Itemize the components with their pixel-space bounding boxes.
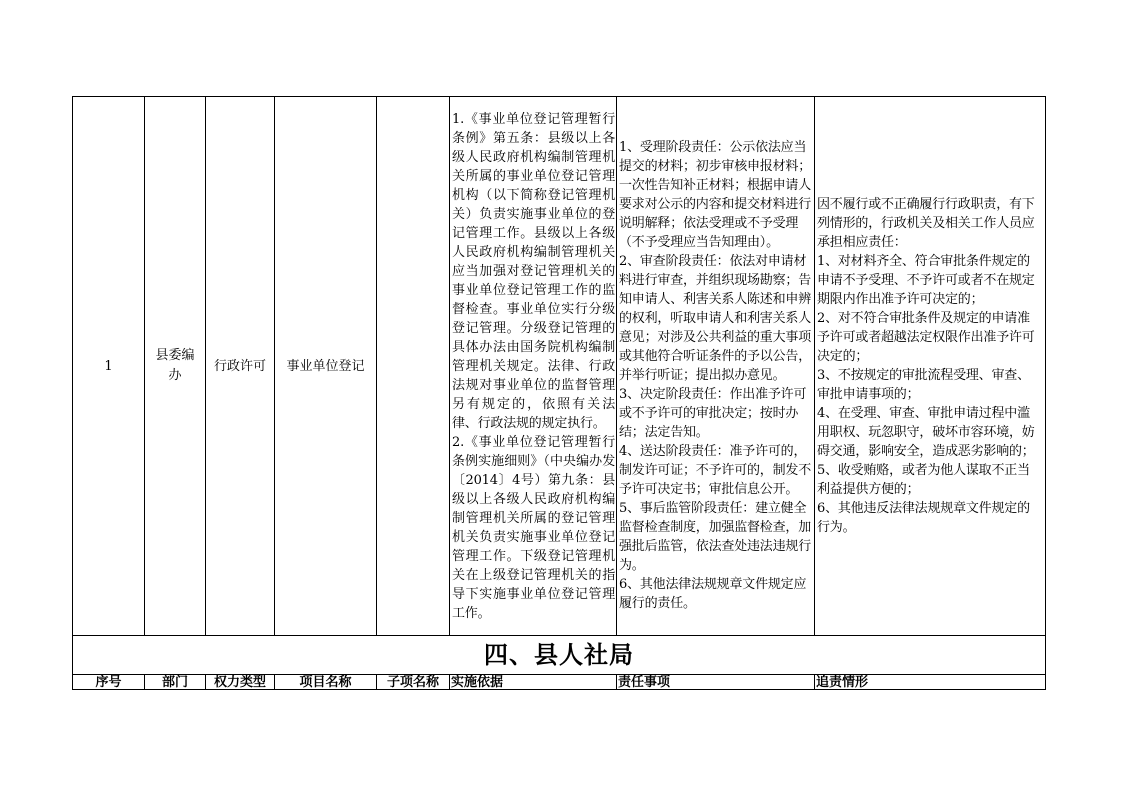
seq-cell: 1 [73, 97, 145, 636]
basis-cell [450, 97, 617, 636]
liability-text: 因不履行或不正确履行行政职责，有下列情形的，行政机关及相关工作人员应承担相应责任： 1、对材料齐全、符合审批条件规定的申请不予受理、不予许可或者不在规定期限内作出准予许可决定的； 2、对不符合审批条件及规定的申请准予许可或者超越法定权限作出准予许可决定的； 3、不按规定的审批流程受理、审查、审批申请事项的； 4、在受理、审查、审批申请过程中滥用职权、玩忽职守，破坏市容环境，妨碍交通，影响安全，造成恶劣影响的； 5、收受贿赂，或者为他人谋取不正当利益提供方便的； 6、其他违反法律法规规章文件规定的行为。 [817, 197, 1035, 535]
responsibilities-text: 1、受理阶段责任：公示依法应当提交的材料；初步审核申报材料；一次性告知补正材料；根据申请人要求对公示的内容和提交材料进行说明解释；依法受理或不予受理（不予受理应当告知理由）。 2、审查阶段责任：依法对申请材料进行审查，并组织现场勘察；告知申请人、利害关系人陈述和申辨的权利，听取申请人和利害关系人意见；对涉及公共利益的重大事项或其他符合听证条件的予以公告，并举行听证；提出拟办意见。 3、决定阶段责任：作出准予许可或不予许可的审批决定；按时办结；法定告知。 4、送达阶段责任：准予许可的，制发许可证；不予许可的，制发不予许可决定书；审批信息公开。 5、事后监管阶段责任：建立健全监督检查制度，加强监督检查，加强批后监管，依法查处违法违规行为。 6、其他法律法规规章文件规定应履行的责任。 [619, 139, 812, 611]
item-name-cell: 事业单位登记 [275, 97, 377, 636]
basis-text: 1.《事业单位登记管理暂行条例》第五条：县级以上各级人民政府机构编制管理机关所属的事业单位登记管理机构（以下简称登记管理机关）负责实施事业单位的登记管理工作。县级以上各级人民政府机构编制管理机关应当加强对登记管理机关的事业单位登记管理工作的监督检查。事业单位实行分级登记管理。分级登记管理的具体办法由国务院机构编制管理机关规定。法律、行政法规对事业单位的监督管理另有规定的，依照有关法律、行政法规的规定执行。 2.《事业单位登记管理暂行条例实施细则》（中央编办发〔2014〕4号）第九条：县级以上各级人民政府机构编制管理机关所属的登记管理机关负责实施事业单位登记管理工作。下级登记管理机关在上级登记管理机关的指导下实施事业单位登记管理工作。 [452, 112, 615, 621]
sub-item-cell [377, 97, 450, 636]
liability-cell [815, 97, 1046, 636]
power-type-cell: 行政许可 [206, 97, 275, 636]
header-responsibilities: 责任事项 [617, 675, 815, 690]
header-basis: 实施依据 [450, 675, 617, 690]
header-row [73, 675, 1046, 690]
section-row [73, 636, 1046, 675]
header-department: 部门 [145, 675, 206, 690]
header-seq: 序号 [73, 675, 145, 690]
responsibilities-cell [617, 97, 815, 636]
department-text: 县委编办 [155, 348, 195, 383]
section-title: 四、县人社局 [73, 636, 1046, 675]
header-item-name: 项目名称 [275, 675, 377, 690]
table-row [73, 97, 1046, 636]
department-cell [145, 97, 206, 636]
power-list-table [72, 96, 1046, 690]
header-power-type: 权力类型 [206, 675, 275, 690]
header-sub-item: 子项名称 [377, 675, 450, 690]
header-liability: 追责情形 [815, 675, 1046, 690]
